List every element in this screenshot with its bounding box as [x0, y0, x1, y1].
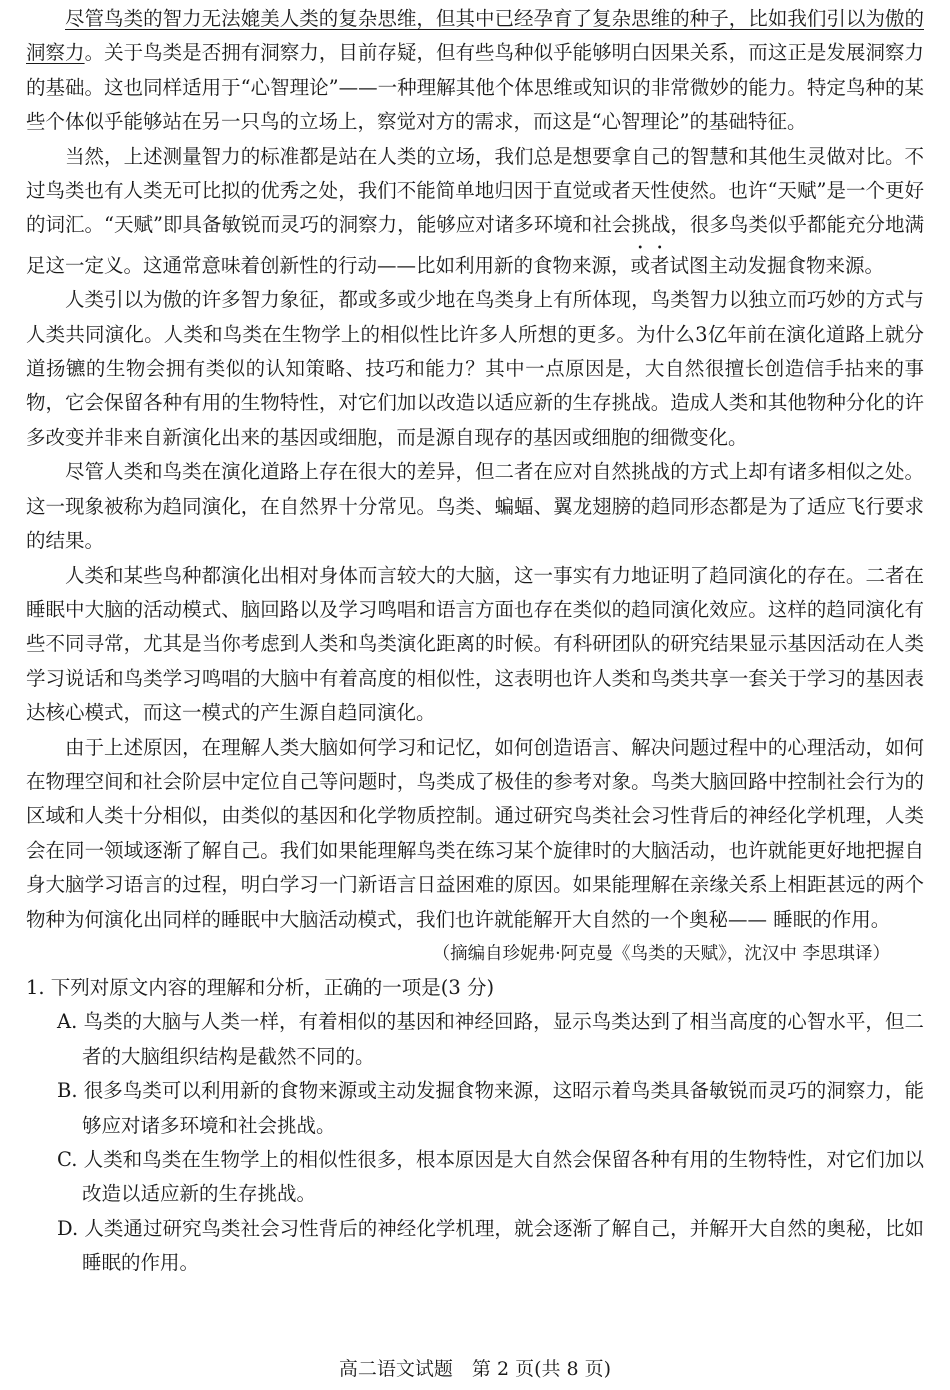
source-citation: （摘编自珍妮弗·阿克曼《鸟类的天赋》，沈汉中 李思琪译）: [432, 943, 890, 964]
option-b: B. 很多鸟类可以利用新的食物来源或主动发掘食物来源，这昭示着鸟类具备敏锐而灵巧的洞察力，能够应对诸多环境和社会挑战。: [57, 1079, 924, 1137]
passage-paragraph-3: 人类引以为傲的许多智力象征，都或多或少地在鸟类身上有所体现，鸟类智力以独立而巧妙的方式与人类共同演化。人类和鸟类在生物学上的相似性比许多人所想的更多。为什么3亿年前在演化道路上就分道扬镳的生物会拥有类似的认知策略、技巧和能力？其中一点原因是，大自然很擅长创造信手拈来的事物，它会保留各种有用的生物特性，对它们加以改造以适应新的生存挑战。造成人类和其他物种分化的许多改变并非来自新演化出来的基因或细胞，而是源自现存的基因或细胞的细微变化。: [26, 288, 924, 449]
dotted-words: 或者: [630, 253, 670, 277]
passage-paragraph-1: [26, 2, 924, 140]
page-footer: 高二语文试题 第 2 页(共 8 页): [338, 1358, 612, 1380]
paragraph-1-rest: 。关于鸟类是否拥有洞察力，目前存疑，但有些鸟种似乎能够明白因果关系，而这正是发展洞察力的基础。这也同样适用于“心智理论”——一种理解其他个体思维或知识的非常微妙的能力。特定鸟种的某些个体似乎能够站在另一只鸟的立场上，察觉对方的需求，而这是“心智理论”的基础特征。: [26, 41, 924, 134]
question-stem: 1. 下列对原文内容的理解和分析，正确的一项是(3 分): [26, 975, 495, 999]
paragraph-2-start: 当然，上述测量智力的标准都是站在人类的立场，我们总是想要拿自己的智慧和其他生灵做对比。不过鸟类也有人类无可比拟的优秀之处，我们不能简单地归因于直觉或者天性使然。也许“天赋”是一个更好的词汇。“天赋”即具备敏锐而灵巧的洞察力，能够应对诸多环境和社会挑战，很多鸟类似乎都能充分地满足这一定义。这通常意味着创新性的行动——比如利用新的食物来源，: [26, 144, 924, 277]
option-d: D. 人类通过研究鸟类社会习性背后的神经化学机理，就会逐渐了解自己，并解开大自然的奥秘，比如睡眠的作用。: [57, 1216, 924, 1275]
option-c: C. 人类和鸟类在生物学上的相似性很多，根本原因是大自然会保留各种有用的生物特性，对它们加以改造以适应新的生存挑战。: [57, 1148, 924, 1206]
passage-paragraph-5: 人类和某些鸟种都演化出相对身体而言较大的大脑，这一事实有力地证明了趋同演化的存在。二者在睡眠中大脑的活动模式、脑回路以及学习鸣唱和语言方面也存在类似的趋同演化效应。这样的趋同演化有些不同寻常，尤其是当你考虑到人类和鸟类演化距离的时候。有科研团队的研究结果显示基因活动在人类学习说话和鸟类学习鸣唱的大脑中有着高度的相似性，这表明也许人类和鸟类共享一套关于学习的基因表达核心模式，而这一模式的产生源自趋同演化。: [26, 563, 924, 725]
passage-paragraph-6: 由于上述原因，在理解人类大脑如何学习和记忆，如何创造语言、解决问题过程中的心理活动，如何在物理空间和社会阶层中定位自己等问题时，鸟类成了极佳的参考对象。鸟类大脑回路中控制社会行为的区域和人类十分相似，由类似的基因和化学物质控制。通过研究鸟类社会习性背后的神经化学机理，人类会在同一领域逐渐了解自己。我们如果能理解鸟类在练习某个旋律时的大脑活动，也许就能更好地把握自身大脑学习语言的过程，明白学习一门新语言日益困难的原因。如果能理解在亲缘关系上相距甚远的两个物种为何演化出同样的睡眠中大脑活动模式，我们也许就能解开大自然的一个奥秘—— 睡眠的作用。: [26, 735, 924, 931]
underlined-sentence: 尽管鸟类的智力无法媲美人类的复杂思维，但其中已经孕育了复杂思维的种子，比如我们引以为傲的洞察力: [26, 7, 924, 65]
option-a: A. 鸟类的大脑与人类一样，有着相似的基因和神经回路，显示鸟类达到了相当高度的心智水平，但二者的大脑组织结构是截然不同的。: [57, 1010, 924, 1068]
paragraph-2-end: 试图主动发掘食物来源。: [669, 253, 885, 277]
passage-paragraph-4: 尽管人类和鸟类在演化道路上存在很大的差异，但二者在应对自然挑战的方式上却有诸多相似之处。这一现象被称为趋同演化，在自然界十分常见。鸟类、蝙蝠、翼龙翅膀的趋同形态都是为了适应飞行要求的结果。: [26, 460, 924, 553]
passage-paragraph-2: [26, 140, 924, 284]
